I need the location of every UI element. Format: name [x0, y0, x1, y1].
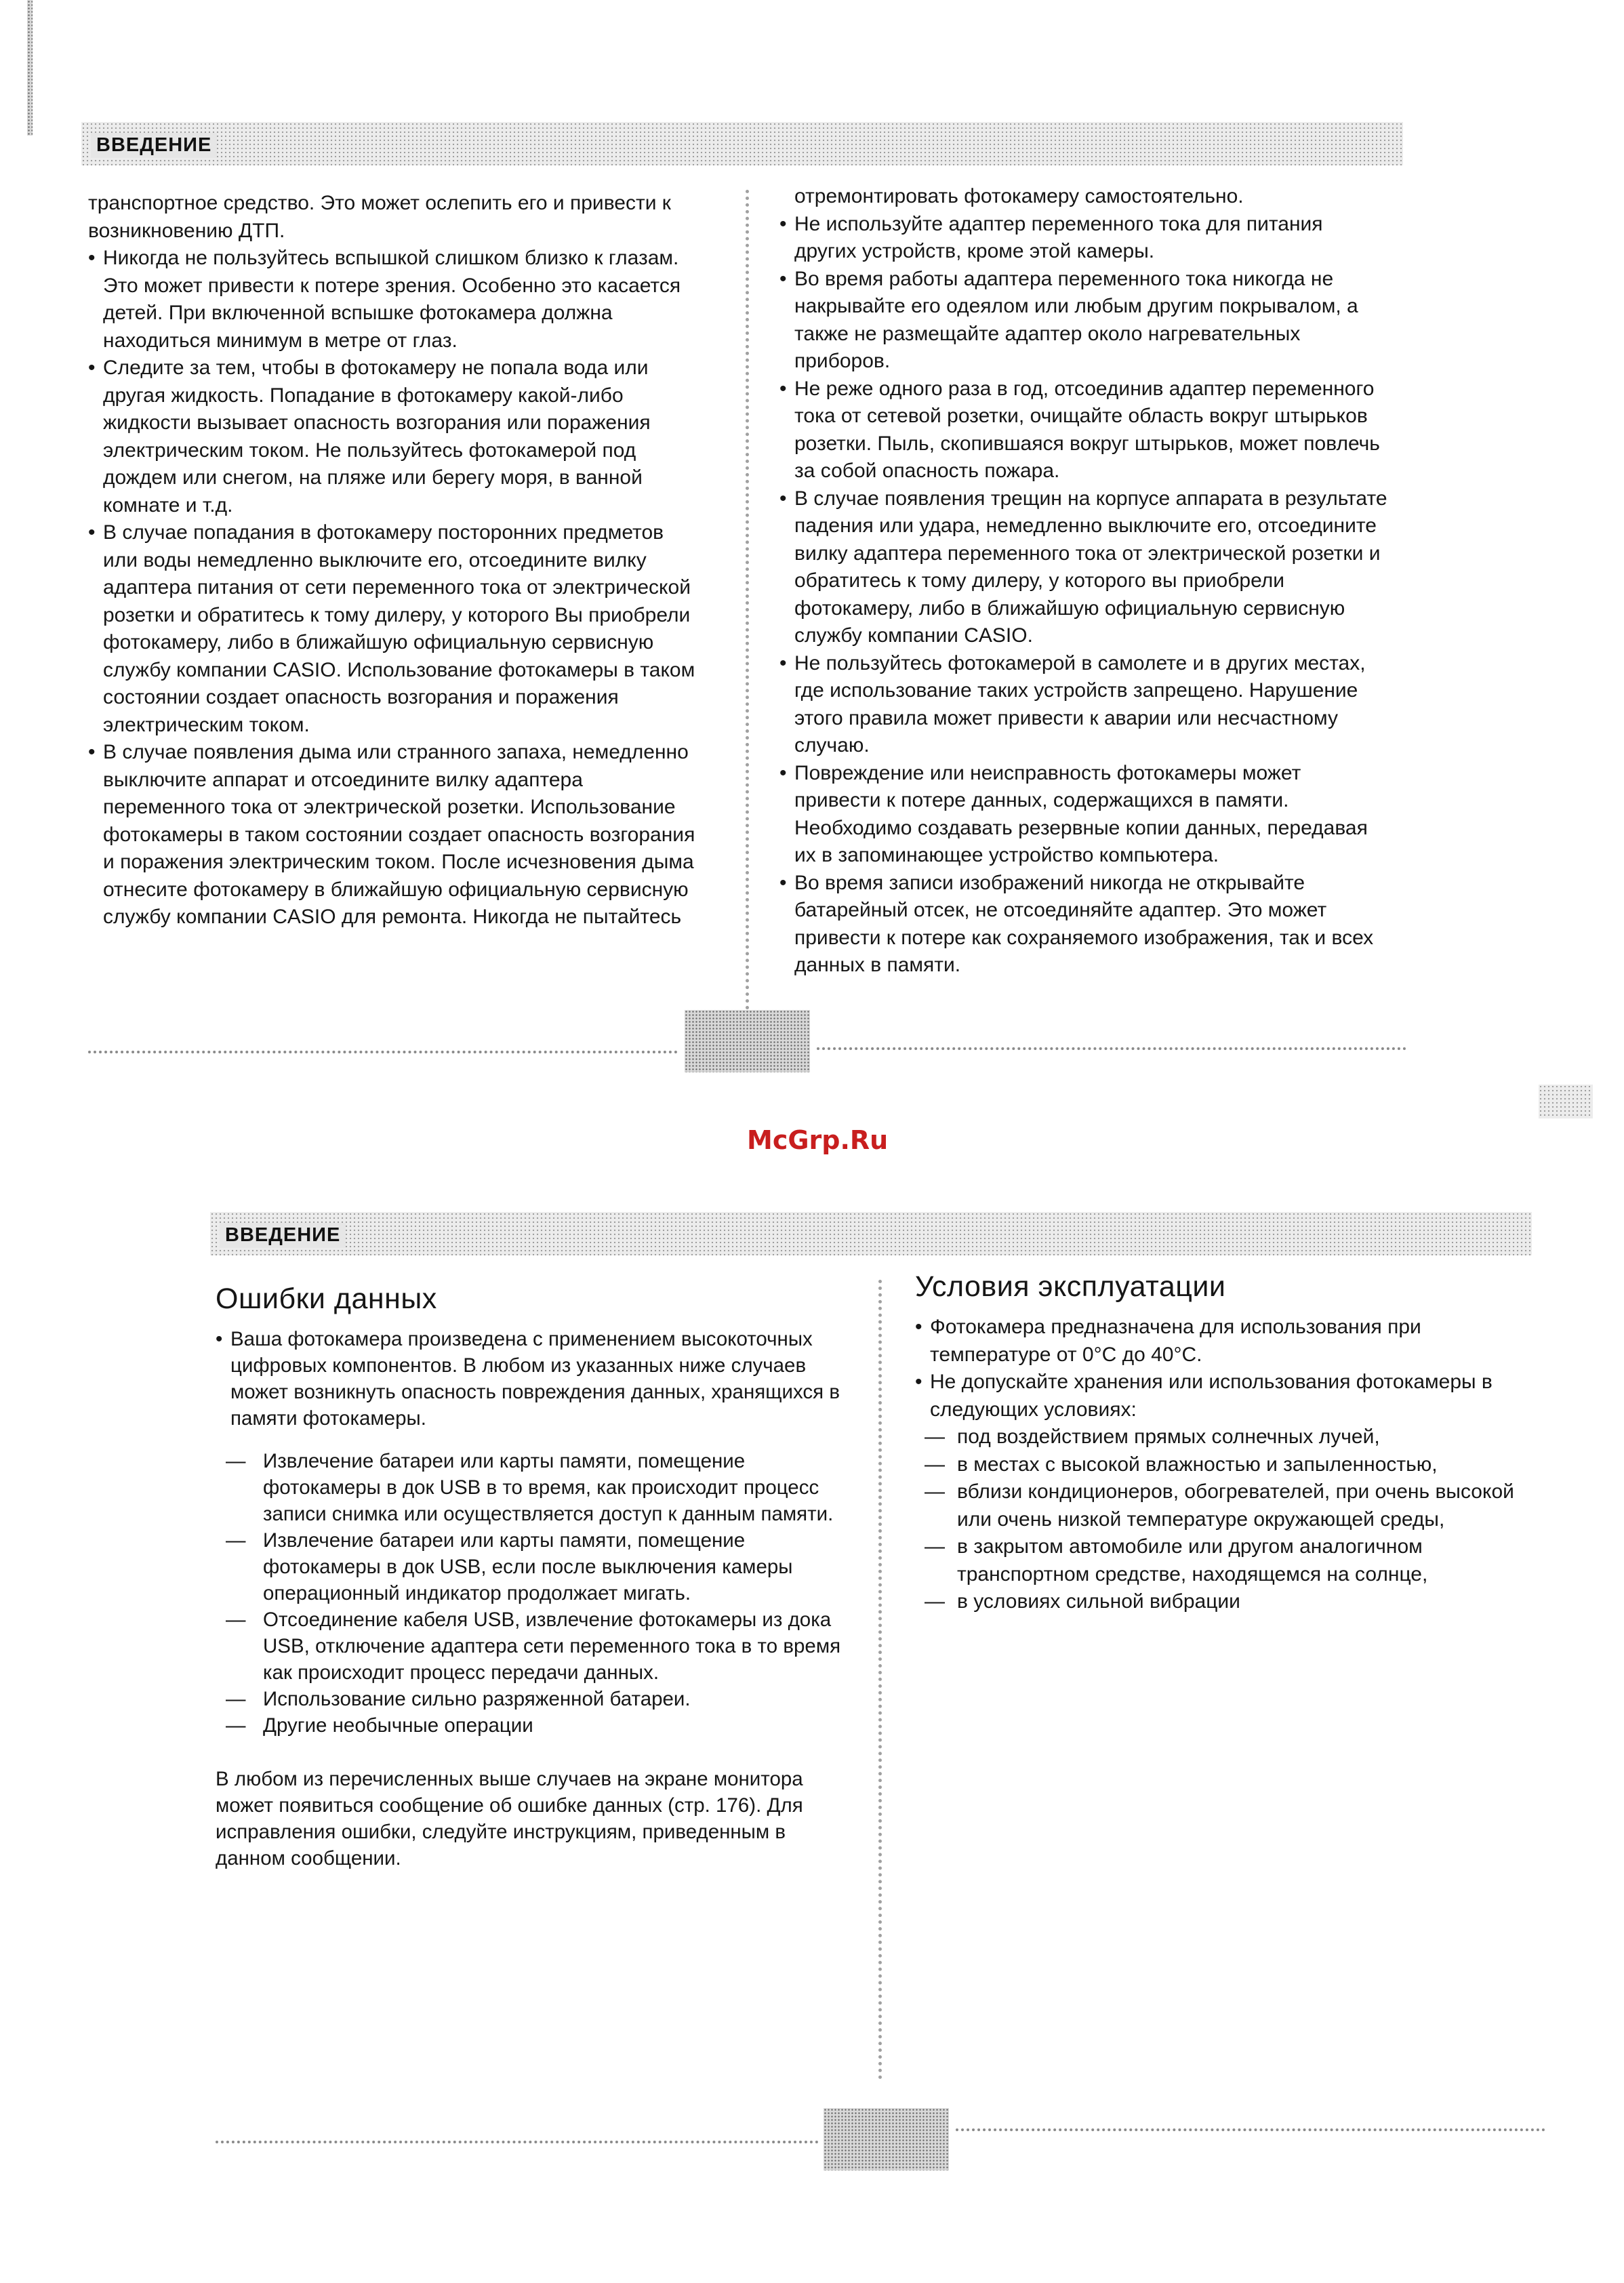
page1-right-bullet: • Повреждение или неисправность фотокамеры может привести к потере данных, содержащихся в памяти. Необходимо создавать резервные копии данных, передавая их в запоминающее устройство компьютера.: [779, 760, 1389, 870]
data-errors-outro: В любом из перечисленных выше случаев на экране монитора может появиться сообщение об ошибке данных (стр. 176). Для исправления ошибки, следуйте инструкциям, приведенным в данном сообщении.: [216, 1768, 803, 1870]
page2-header-bar: [210, 1212, 1532, 1255]
operating-conditions-item: — в местах с высокой влажностью и запыленностью,: [915, 1451, 1539, 1479]
data-errors-intro: • Ваша фотокамера произведена с применением высокоточных цифровых компонентов. В любом из указанных ниже случаев может возникнуть опасность повреждения данных, хранящихся в памяти фотокамеры.: [216, 1326, 853, 1432]
page1-footer-line-left: [88, 1051, 678, 1053]
data-errors-title: Ошибки данных: [216, 1282, 437, 1315]
page1-page-number-box: [685, 1010, 810, 1072]
watermark-text: McGrp.Ru: [747, 1125, 889, 1155]
page1-right-cont: отремонтировать фотокамеру самостоятельно.: [794, 185, 1244, 207]
page1-left-bullet: • В случае попадания в фотокамеру посторонних предметов или воды немедленно выключите его, отсоедините вилку адаптера питания от сети переменного тока от электрической розетки и обратитесь к тому дилеру, у которого Вы приобрели фотокамеру, либо в ближайшую официальную сервисную службу компании CASIO. Использование фотокамеры в таком состоянии создает опасность возгорания и поражения электрическим током.: [88, 519, 698, 739]
page1-left-bullet: • Никогда не пользуйтесь вспышкой слишком близко к глазам. Это может привести к потере зрения. Особенно это касается детей. При включенной вспышке фотокамера должна находиться минимум в метре от глаз.: [88, 245, 698, 355]
page2-header-title: ВВЕДЕНИЕ: [220, 1223, 346, 1248]
page1-header-bar: [81, 122, 1403, 165]
page1-left-bullet: • Следите за тем, чтобы в фотокамеру не попала вода или другая жидкость. Попадание в фотокамеру какой-либо жидкости вызывает опасность возгорания или поражения электрическим током. Не пользуйтесь фотокамерой под дождем или снегом, на пляже или берегу моря, в ванной комнате и т.д.: [88, 355, 698, 519]
page1-right-bullet: • В случае появления трещин на корпусе аппарата в результате падения или удара, немедленно выключите его, отсоедините вилку адаптера переменного тока от электрической розетки и обратитесь к тому дилеру, у которого вы приобрели фотокамеру, либо в ближайшую официальную сервисную службу компании CASIO.: [779, 485, 1389, 650]
page1-right-bullet: • Во время записи изображений никогда не открывайте батарейный отсек, не отсоединяйте адаптер. Это может привести к потере как сохраняемого изображения, так и всех данных в памяти.: [779, 870, 1389, 979]
page1-left-bullet: • В случае появления дыма или странного запаха, немедленно выключите аппарат и отсоедините вилку адаптера переменного тока от электрической розетки. Использование фотокамеры в таком состоянии создает опасность возгорания и поражения электрическим током. После исчезновения дыма отнесите фотокамеру в ближайшую официальную сервисную службу компании CASIO для ремонта. Никогда не пытайтесь: [88, 739, 698, 931]
page2-page-number-box: [824, 2108, 949, 2170]
page2-right-column: [915, 1268, 1539, 1616]
scan-noise-artifact: [1539, 1085, 1593, 1118]
page1-left-cont: транспортное средство. Это может ослепить его и привести к возникновению ДТП.: [88, 192, 671, 242]
operating-conditions-bullet: • Фотокамера предназначена для использования при температуре от 0°С до 40°С.: [915, 1314, 1539, 1369]
operating-conditions-item: — под воздействием прямых солнечных лучей,: [915, 1423, 1539, 1451]
page1-right-bullet: • Не реже одного раза в год, отсоединив адаптер переменного тока от сетевой розетки, очищайте область вокруг штырьков розетки. Пыль, скопившаяся вокруг штырьков, может повлечь за собой опасность пожара.: [779, 376, 1389, 485]
page1-column-separator: [746, 190, 749, 1051]
page2-column-separator: [878, 1280, 882, 2080]
page2-footer-line-right: [956, 2128, 1545, 2131]
page1-header-title: ВВЕДЕНИЕ: [91, 133, 217, 158]
page1-left-column: [88, 190, 698, 931]
data-errors-item: — Отсоединение кабеля USB, извлечение фотокамеры из дока USB, отключение адаптера сети переменного тока в то время как происходит процесс передачи данных.: [216, 1607, 853, 1686]
page1-right-bullet: • Не используйте адаптер переменного тока для питания других устройств, кроме этой камеры.: [779, 211, 1389, 266]
page1-right-bullet: • Не пользуйтесь фотокамерой в самолете и в других местах, где использование таких устройств запрещено. Нарушение этого правила может привести к аварии или несчастному случаю.: [779, 650, 1389, 760]
data-errors-item: — Другие необычные операции: [216, 1712, 853, 1739]
operating-conditions-item: — вблизи кондиционеров, обогревателей, при очень высокой или очень низкой температуре окружающей среды,: [915, 1478, 1539, 1533]
operating-conditions-title: Условия эксплуатации: [915, 1270, 1226, 1303]
data-errors-item: — Использование сильно разряженной батареи.: [216, 1686, 853, 1712]
page1-right-bullet: • Во время работы адаптера переменного тока никогда не накрывайте его одеялом или любым другим покрывалом, а также не размещайте адаптер около нагревательных приборов.: [779, 266, 1389, 376]
page2-footer-line-left: [216, 2141, 819, 2143]
page1-right-column: [779, 183, 1389, 979]
data-errors-item: — Извлечение батареи или карты памяти, помещение фотокамеры в док USB в то время, как происходит процесс записи снимка или осуществляется доступ к данным памяти.: [216, 1448, 853, 1527]
page1-footer-line-right: [817, 1047, 1406, 1050]
operating-conditions-item: — в закрытом автомобиле или другом аналогичном транспортном средстве, находящемся на солнце,: [915, 1533, 1539, 1588]
operating-conditions-bullet: • Не допускайте хранения или использования фотокамеры в следующих условиях:: [915, 1369, 1539, 1423]
scan-edge-artifact: [27, 0, 33, 136]
data-errors-item: — Извлечение батареи или карты памяти, помещение фотокамеры в док USB, если после выключения камеры операционный индикатор продолжает мигать.: [216, 1527, 853, 1607]
operating-conditions-item: — в условиях сильной вибрации: [915, 1588, 1539, 1616]
page2-left-column: [216, 1280, 853, 1872]
